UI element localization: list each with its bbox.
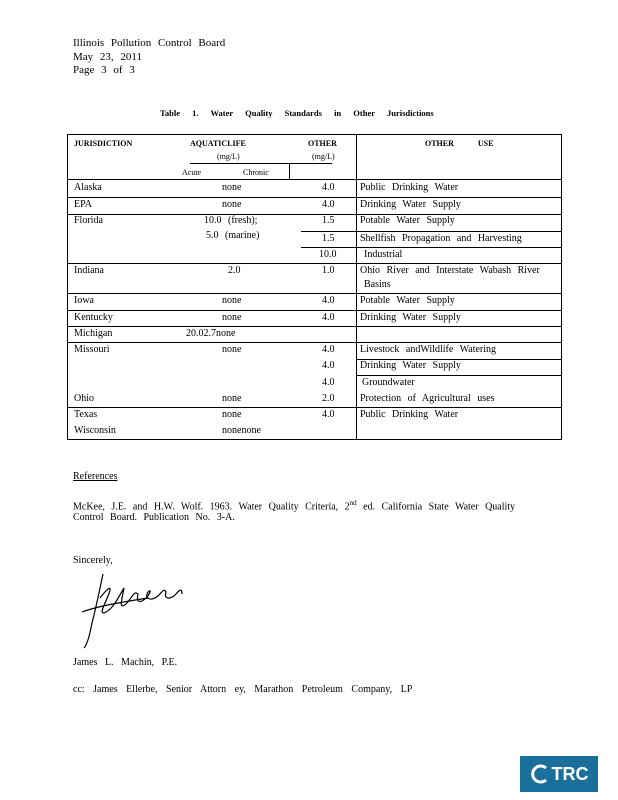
letter-header xyxy=(73,37,225,78)
row-iowa-use: Potable Water Supply xyxy=(360,295,455,306)
header-jurisdiction: JURISDICTION xyxy=(74,139,133,148)
row-florida-use3: Industrial xyxy=(364,249,403,260)
row-wisconsin-name: Wisconsin xyxy=(74,425,116,436)
header-other-units: (mg/L) xyxy=(312,152,335,161)
row-ohio-name: Ohio xyxy=(74,393,94,404)
row-kentucky-aquatic: none xyxy=(222,312,242,323)
header-aquatic-units: (mg/L) xyxy=(217,152,240,161)
row-indiana-use1: Ohio River and Interstate Wabash River xyxy=(360,265,540,276)
row-indiana-use2: Basins xyxy=(364,279,391,290)
row-missouri-use3: Groundwater xyxy=(362,377,415,388)
header-chronic: Chronic xyxy=(243,168,269,177)
row-missouri-other1: 4.0 xyxy=(322,344,335,355)
row-alaska-aquatic: none xyxy=(222,182,242,193)
row-florida-other1: 1.5 xyxy=(322,215,335,226)
row-texas-name: Texas xyxy=(74,409,98,420)
row-ohio-aquatic: none xyxy=(222,393,242,404)
row-indiana-aquatic: 2.0 xyxy=(228,265,241,276)
cc-line: cc: James Ellerbe, Senior Attorn ey, Marathon Petroleum Company, LP xyxy=(73,684,413,695)
row-florida-other3: 10.0 xyxy=(319,249,337,260)
standards-table xyxy=(67,134,562,440)
row-alaska-use: Public Drinking Water xyxy=(360,182,459,193)
trc-logo-icon xyxy=(530,764,550,784)
row-missouri-aquatic: none xyxy=(222,344,242,355)
row-wisconsin-aquatic: nonenone xyxy=(222,425,261,436)
row-indiana-name: Indiana xyxy=(74,265,104,276)
row-missouri-other3: 4.0 xyxy=(322,377,335,388)
row-kentucky-name: Kentucky xyxy=(74,312,113,323)
row-texas-use: Public Drinking Water xyxy=(360,409,459,420)
table-title: Table 1. Water Quality Standards in Other Jurisdictions xyxy=(160,108,434,118)
row-florida-aquatic2: 5.0 (marine) xyxy=(206,230,260,241)
letter-date: May 23, 2011 xyxy=(73,50,143,63)
row-alaska-other: 4.0 xyxy=(322,182,335,193)
row-epa-use: Drinking Water Supply xyxy=(360,199,461,210)
header-aquatic-life: AQUATICLIFE xyxy=(190,139,246,148)
row-missouri-other2: 4.0 xyxy=(322,360,335,371)
row-florida-other2: 1.5 xyxy=(322,233,335,244)
signature xyxy=(78,568,198,658)
row-florida-use1: Potable Water Supply xyxy=(360,215,455,226)
trc-logo-text: TRC xyxy=(551,763,589,784)
row-missouri-use1: Livestock andWildlife Watering xyxy=(360,344,497,355)
row-texas-aquatic: none xyxy=(222,409,242,420)
row-iowa-aquatic: none xyxy=(222,295,242,306)
row-michigan-name: Michigan xyxy=(74,328,113,339)
row-iowa-name: Iowa xyxy=(74,295,94,306)
header-other: OTHER xyxy=(308,139,337,148)
signer-name: James L. Machin, P.E. xyxy=(73,657,178,668)
page-number: Page 3 of 3 xyxy=(73,64,135,76)
row-ohio-other: 2.0 xyxy=(322,393,335,404)
references-heading: References xyxy=(73,471,118,482)
header-other-use: OTHER USE xyxy=(425,139,494,148)
row-epa-other: 4.0 xyxy=(322,199,335,210)
row-indiana-other: 1.0 xyxy=(322,265,335,276)
trc-logo xyxy=(520,756,598,792)
row-ohio-use: Protection of Agricultural uses xyxy=(360,393,495,404)
row-alaska-name: Alaska xyxy=(74,182,102,193)
row-iowa-other: 4.0 xyxy=(322,295,335,306)
closing-salutation: Sincerely, xyxy=(73,555,113,566)
reference-line-1: McKee, J.E. and H.W. Wolf. 1963. Water Quality Criteria, 2nd ed. California State Water Quality xyxy=(73,499,516,513)
row-florida-name: Florida xyxy=(74,215,103,226)
row-florida-use2: Shellfish Propagation and Harvesting xyxy=(360,233,522,244)
reference-line-2: Control Board. Publication No. 3-A. xyxy=(73,512,235,523)
row-michigan-aquatic: 20.02.7none xyxy=(186,328,236,339)
row-missouri-name: Missouri xyxy=(74,344,110,355)
row-kentucky-other: 4.0 xyxy=(322,312,335,323)
row-kentucky-use: Drinking Water Supply xyxy=(360,312,461,323)
row-florida-aquatic1: 10.0 (fresh); xyxy=(204,215,258,226)
row-epa-aquatic: none xyxy=(222,199,242,210)
row-missouri-use2: Drinking Water Supply xyxy=(360,360,461,371)
row-epa-name: EPA xyxy=(74,199,92,210)
recipient-org: Illinois Pollution Control Board xyxy=(73,37,226,49)
header-acute: Acute xyxy=(182,168,202,177)
row-texas-other: 4.0 xyxy=(322,409,335,420)
